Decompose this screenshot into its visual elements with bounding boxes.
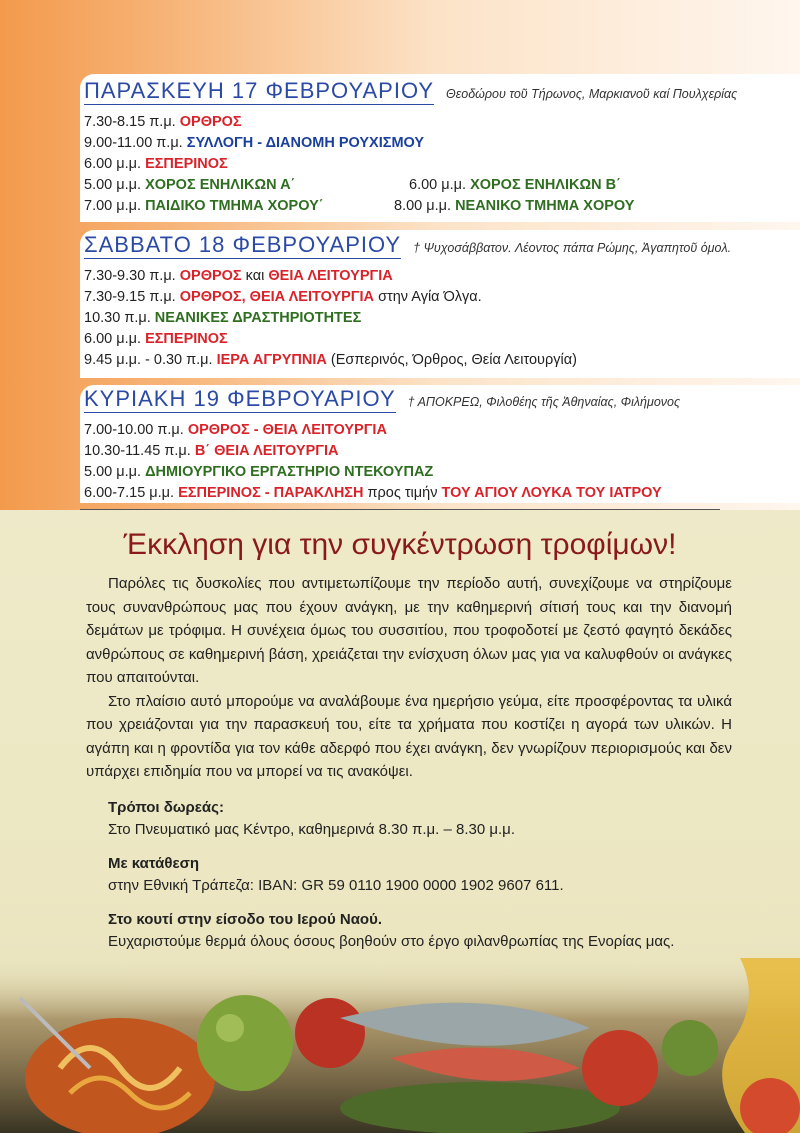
apple: [197, 995, 293, 1091]
section-divider: [80, 509, 720, 510]
food-illustration: [0, 958, 800, 1133]
day-sunday: [84, 386, 784, 504]
schedule-row: 10.30 π.μ. ΝΕΑΝΙΚΕΣ ΔΡΑΣΤΗΡΙΟΤΗΤΕΣ: [84, 310, 362, 326]
schedule-row: 6.00 μ.μ. ΕΣΠΕΡΙΝΟΣ: [84, 156, 228, 172]
schedule-row: 7.30-8.15 π.μ. ΟΡΘΡΟΣ: [84, 114, 242, 130]
day-friday: [84, 78, 784, 217]
schedule-row: 7.00-10.00 π.μ. ΟΡΘΡΟΣ - ΘΕΙΑ ΛΕΙΤΟΥΡΓΙΑ: [84, 422, 387, 438]
schedule-row: 7.30-9.30 π.μ. ΟΡΘΡΟΣ και ΘΕΙΑ ΛΕΙΤΟΥΡΓΙΑ: [84, 268, 393, 284]
appeal-paragraph: Στο πλαίσιο αυτό μπορούμε να αναλάβουμε ένα ημερήσιο γεύμα, είτε προσφέροντας τα υλικά που χρειάζονται για την παρασκευή του, είτε τα χρήματα που κοστίζει η αγορά των υλικών. Η αγάπη και η φροντίδα για τον κάθε αδερφό που έχει ανάγκη, δεν γνωρίζουν περιορισμούς και δεν υπάρχει επιδημία που να μπορεί να τις ανακόψει.: [86, 692, 732, 780]
day-saints: Θεοδώρου τοῦ Τήρωνος, Μαρκιανοῦ καί Πουλχερίας: [446, 87, 738, 101]
day-title: ΚΥΡΙΑΚΗ 19 ΦΕΒΡΟΥΑΡΙΟΥ: [84, 386, 396, 411]
donation-method-center: [108, 797, 748, 841]
donation-method-deposit: [108, 853, 748, 897]
schedule-row: 5.00 μ.μ. ΧΟΡΟΣ ΕΝΗΛΙΚΩΝ Α΄ 6.00 μ.μ. ΧΟΡΟΣ ΕΝΗΛΙΚΩΝ Β΄: [84, 177, 621, 193]
appeal-body: [86, 572, 732, 784]
day-title: ΣΑΒΒΑΤΟ 18 ΦΕΒΡΟΥΑΡΙΟΥ: [84, 232, 402, 257]
deposit-iban: στην Εθνική Τράπεζα: IBAN: GR 59 0110 1900 0000 1902 9607 611.: [108, 877, 564, 894]
box-title: Στο κουτί στην είσοδο του Ιερού Ναού.: [108, 911, 382, 928]
schedule-row: 7.00 μ.μ. ΠΑΙΔΙΚΟ ΤΜΗΜΑ ΧΟΡΟΥ΄ 8.00 μ.μ. ΝΕΑΝΙΚΟ ΤΜΗΜΑ ΧΟΡΟΥ: [84, 198, 635, 214]
schedule-row: 9.45 μ.μ. - 0.30 π.μ. ΙΕΡΑ ΑΓΡΥΠΝΙΑ (Εσπερινός, Όρθρος, Θεία Λειτουργία): [84, 352, 577, 368]
tomato: [295, 998, 365, 1068]
deposit-title: Με κατάθεση: [108, 855, 200, 872]
day-saturday: [84, 232, 784, 371]
schedule-row: 7.30-9.15 π.μ. ΟΡΘΡΟΣ, ΘΕΙΑ ΛΕΙΤΟΥΡΓΙΑ στην Αγία Όλγα.: [84, 289, 482, 305]
day-saints: † Ψυχοσάββατον. Λέοντος πάπα Ρώμης, Ἀγαπητοῦ ὁμολ.: [413, 241, 732, 255]
schedule-row: 6.00 μ.μ. ΕΣΠΕΡΙΝΟΣ: [84, 331, 228, 347]
schedule-row: 9.00-11.00 π.μ. ΣΥΛΛΟΓΗ - ΔΙΑΝΟΜΗ ΡΟΥΧΙΣΜΟΥ: [84, 135, 425, 151]
day-saints: † ΑΠΟΚΡΕΩ, Φιλοθέης τῆς Ἀθηναίας, Φιλήμονος: [407, 395, 681, 409]
schedule-row: 5.00 μ.μ. ΔΗΜΙΟΥΡΓΙΚΟ ΕΡΓΑΣΤΗΡΙΟ ΝΤΕΚΟΥΠΑΖ: [84, 464, 434, 480]
schedule-row: 10.30-11.45 π.μ. Β΄ ΘΕΙΑ ΛΕΙΤΟΥΡΓΙΑ: [84, 443, 339, 459]
thanks-text: Ευχαριστούμε θερμά όλους όσους βοηθούν στο έργο φιλανθρωπίας της Ενορίας μας.: [108, 933, 675, 950]
appeal-title: Έκκληση για την συγκέντρωση τροφίμων!: [123, 528, 677, 561]
donation-ways-title: Τρόποι δωρεάς:: [108, 799, 224, 816]
donation-center-hours: Στο Πνευματικό μας Κέντρο, καθημερινά 8.30 π.μ. – 8.30 μ.μ.: [108, 821, 515, 838]
appeal-paragraph: Παρόλες τις δυσκολίες που αντιμετωπίζουμε την περίοδο αυτή, συνεχίζουμε να στηρίζουμε τους συνανθρώπους μας που έχουν ανάγκη, με την καθημερινή σίτισή τους και την διανομή δεμάτων με τρόφιμα. Η συνέχεια όμως του συσσιτίου, που τροφοδοτεί με ζεστό φαγητό δεκάδες ανθρώπους σε καθημερινή βάση, χρειάζεται την ενίσχυση όλων μας για να καλυφθούν οι ανάγκες που απαιτούνται.: [86, 575, 732, 686]
pasta-plate: [25, 1018, 215, 1133]
schedule-row: 6.00-7.15 μ.μ. ΕΣΠΕΡΙΝΟΣ - ΠΑΡΑΚΛΗΣΗ προς τιμήν ΤΟΥ ΑΓΙΟΥ ΛΟΥΚΑ ΤΟΥ ΙΑΤΡΟΥ: [84, 485, 662, 501]
donation-method-box: [108, 909, 748, 953]
day-title: ΠΑΡΑΣΚΕΥΗ 17 ΦΕΒΡΟΥΑΡΙΟΥ: [84, 78, 435, 103]
